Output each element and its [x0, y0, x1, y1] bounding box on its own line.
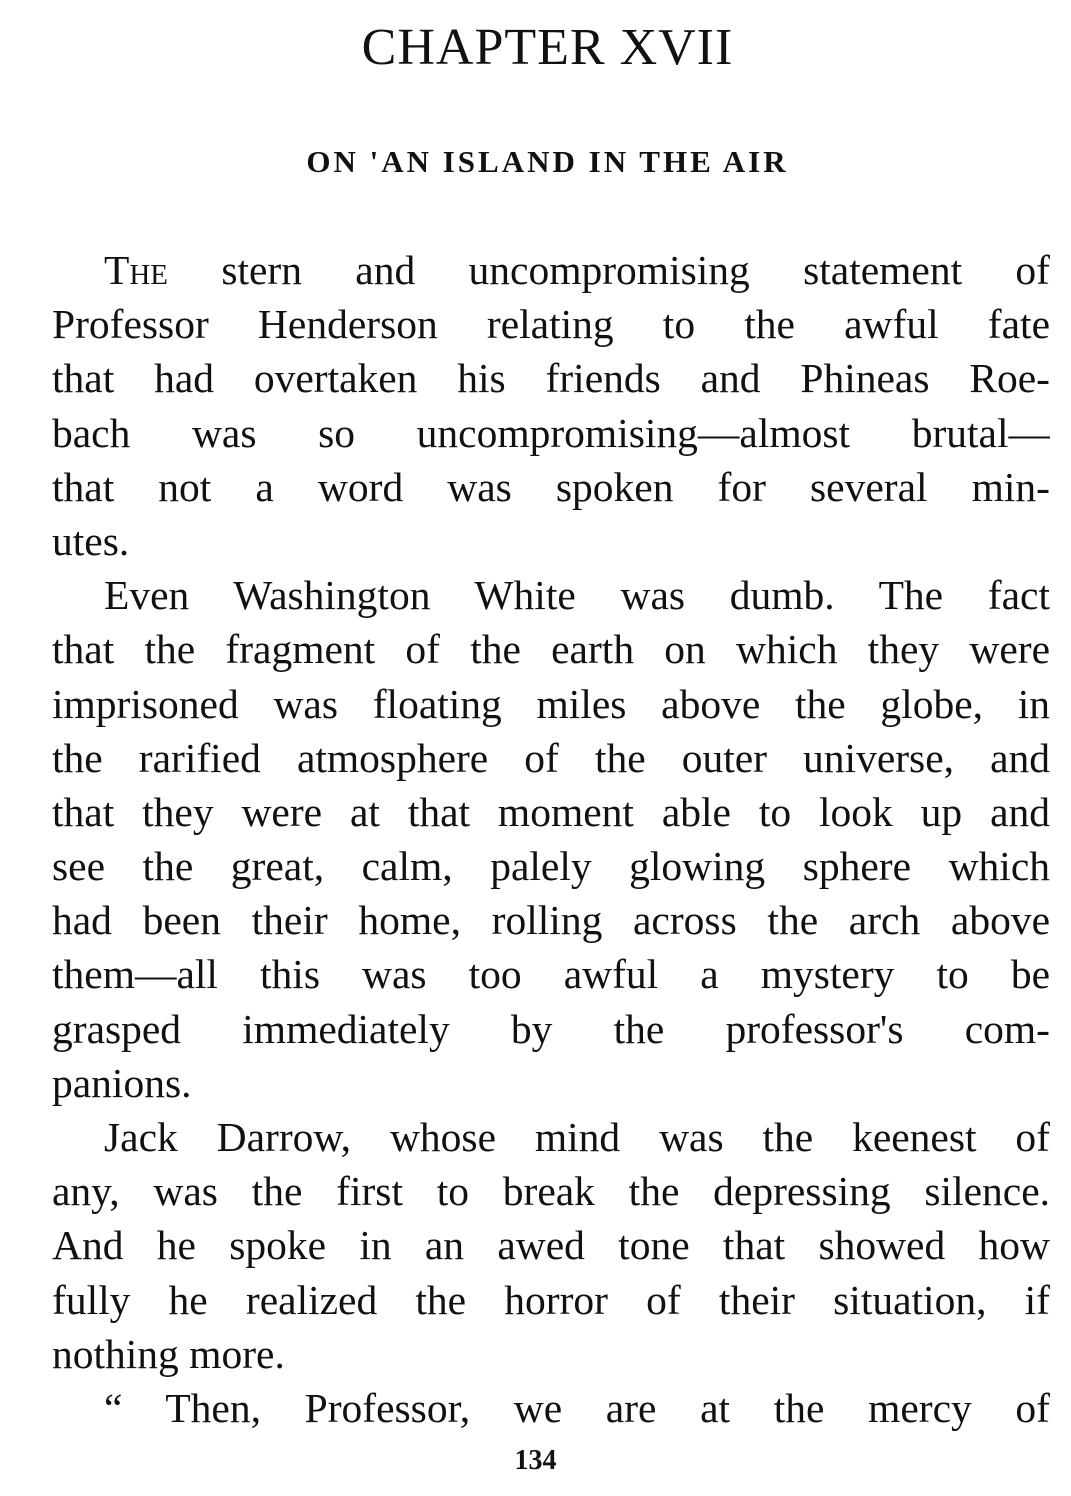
chapter-title: CHAPTER XVII — [361, 19, 734, 76]
text-line: nothing more. — [52, 1330, 285, 1377]
text-line: see the great, calm, palely glowing sphere which — [52, 843, 1050, 890]
text-line: panions. — [52, 1059, 192, 1106]
text-line: that not a word was spoken for several min- — [52, 463, 1050, 510]
chapter-subtitle: ON 'AN ISLAND IN THE AIR — [306, 144, 789, 179]
text-line: that they were at that moment able to look up and — [52, 788, 1050, 835]
line-text: stern and uncompromising statement of — [168, 247, 1050, 293]
book-page — [52, 0, 1050, 1496]
text-line: them—all this was too awful a mystery to be — [52, 951, 1050, 998]
text-line: grasped immediately by the professor's com- — [52, 1005, 1050, 1052]
text-line: that had overtaken his friends and Phineas Roe- — [52, 355, 1050, 402]
text-line: Professor Henderson relating to the awful fate — [52, 301, 1050, 348]
text-line — [52, 243, 1050, 297]
text-line: any, was the first to break the depressing silence. — [52, 1168, 1050, 1215]
text-line: that the fragment of the earth on which they were — [52, 626, 1050, 673]
text-line: Jack Darrow, whose mind was the keenest of — [104, 1114, 1050, 1160]
text-line: bach was so uncompromising—almost brutal— — [52, 409, 1050, 456]
text-line: And he spoke in an awed tone that showed how — [52, 1222, 1050, 1269]
text-line: “ Then, Professor, we are at the mercy of — [104, 1384, 1050, 1431]
text-line: imprisoned was floating miles above the globe, in — [52, 680, 1050, 727]
text-line: the rarified atmosphere of the outer universe, and — [52, 734, 1050, 781]
text-line: utes. — [52, 517, 130, 564]
text-line: Even Washington White was dumb. The fact — [104, 572, 1050, 619]
text-line: had been their home, rolling across the arch above — [52, 897, 1050, 944]
body-text — [52, 243, 1050, 1435]
drop-lead-word: The — [104, 247, 169, 293]
text-line: fully he realized the horror of their situation, if — [52, 1276, 1050, 1323]
page-number: 134 — [514, 1445, 557, 1476]
